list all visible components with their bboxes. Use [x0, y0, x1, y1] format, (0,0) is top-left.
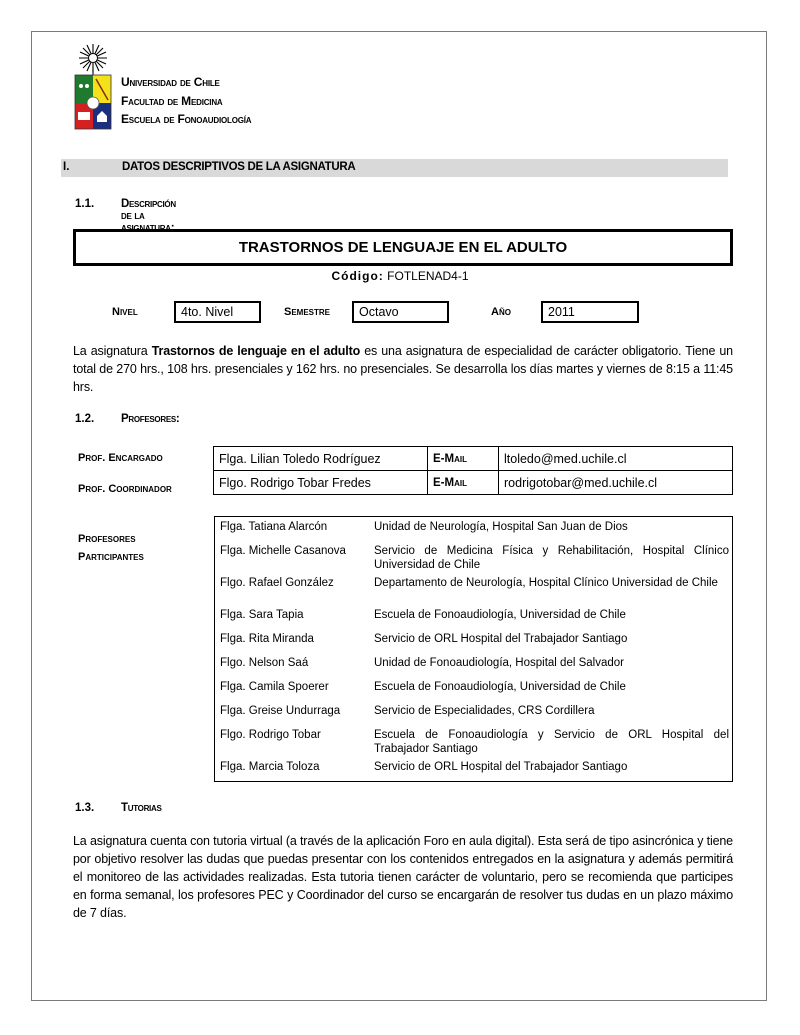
description-suffix: es una asignatura de especialidad de carácter obligatorio. Tiene un total de 270 hrs., 108 hrs. presenciales y 162 hrs. no presenciales. Se desarrolla los días martes y viernes de 8:15 a 11:45 hrs.: [73, 344, 733, 394]
semestre-label: Semestre: [284, 306, 331, 318]
participants-label: [78, 530, 144, 566]
course-title-box: [73, 229, 733, 266]
participant-affiliation: Departamento de Neurología, Hospital Clínico Universidad de Chile: [374, 577, 718, 589]
participant-name: Flga. Michelle Casanova: [220, 545, 346, 557]
prof-coordinador-label: Prof. Coordinador: [78, 483, 172, 495]
coordinador-name: Flgo. Rodrigo Tobar Fredes: [214, 471, 428, 495]
course-code-label: Código:: [331, 269, 384, 283]
encargado-email[interactable]: ltoledo@med.uchile.cl: [499, 447, 733, 471]
email-label: E-Mail: [428, 447, 499, 471]
participant-affiliation: Escuela de Fonoaudiología, Universidad de Chile: [374, 681, 626, 693]
university-name: Universidad de Chile: [121, 75, 220, 89]
participant-name: Flga. Marcia Toloza: [220, 761, 320, 773]
subsection-title: Descripción de la asignatura:: [121, 198, 176, 234]
anio-label: Año: [491, 306, 511, 318]
section-title: DATOS DESCRIPTIVOS DE LA ASIGNATURA: [122, 161, 356, 173]
course-description: [73, 342, 733, 396]
email-label: E-Mail: [428, 471, 499, 495]
semestre-field: Octavo: [352, 301, 449, 323]
course-code: FOTLENAD4-1: [387, 269, 469, 283]
encargado-name: Flga. Lilian Toledo Rodríguez: [214, 447, 428, 471]
participant-name: Flgo. Nelson Saá: [220, 657, 309, 669]
participants-box: [214, 516, 733, 782]
participant-name: Flga. Tatiana Alarcón: [220, 521, 328, 533]
participants-label-line2: Participantes: [78, 551, 144, 563]
nivel-label: Nivel: [112, 306, 138, 318]
table-row: [214, 447, 733, 471]
participant-affiliation: Servicio de Especialidades, CRS Cordillera: [374, 705, 595, 717]
institution-header: [121, 73, 251, 129]
description-course-name: Trastornos de lenguaje en el adulto: [151, 344, 361, 358]
participant-affiliation: Unidad de Fonoaudiología, Hospital del Salvador: [374, 657, 624, 669]
professors-table: [213, 446, 733, 495]
participants-label-line1: Profesores: [78, 533, 136, 545]
section-number: I.: [63, 161, 70, 173]
subsection-title: Profesores:: [121, 413, 180, 425]
participant-name: Flgo. Rodrigo Tobar: [220, 729, 321, 741]
school-name: Escuela de Fonoaudiología: [121, 112, 252, 126]
nivel-field: 4to. Nivel: [174, 301, 261, 323]
participant-name: Flga. Greise Undurraga: [220, 705, 341, 717]
section-heading-bar: [61, 159, 728, 177]
tutorias-paragraph: La asignatura cuenta con tutoria virtual (a través de la aplicación Foro en aula digital). Esta será de tipo asincrónica y tiene por objetivo resolver las dudas que puedas presentar con los contenidos entregados en la asignatura y además permitirá el monitoreo de las actividades realizadas. Esta tutoria tienen carácter de voluntario, pero se recomienda que participes en forma semanal, los profesores PEC y Coordinador del curso se encargarán de resolver tus dudas en un plazo máximo de 7 días.: [73, 834, 733, 920]
participant-affiliation: Servicio de Medicina Física y Rehabilitación, Hospital Clínico Universidad de Chile: [374, 545, 729, 571]
subsection-title: Tutorias: [121, 802, 162, 814]
participant-affiliation: Escuela de Fonoaudiología y Servicio de ORL Hospital del Trabajador Santiago: [374, 729, 729, 755]
course-code-line: [0, 269, 800, 283]
faculty-name: Facultad de Medicina: [121, 93, 223, 108]
prof-encargado-label: Prof. Encargado: [78, 452, 163, 464]
participant-name: Flga. Camila Spoerer: [220, 681, 329, 693]
university-crest-icon: [72, 42, 114, 132]
description-prefix: La asignatura: [73, 344, 152, 358]
participant-affiliation: Unidad de Neurología, Hospital San Juan de Dios: [374, 521, 628, 533]
subsection-number: 1.2.: [75, 413, 95, 425]
participant-affiliation: Escuela de Fonoaudiología, Universidad de Chile: [374, 609, 626, 621]
participant-name: Flga. Rita Miranda: [220, 633, 314, 645]
coordinador-email[interactable]: rodrigotobar@med.uchile.cl: [499, 471, 733, 495]
subsection-number: 1.3.: [75, 802, 95, 814]
participant-name: Flgo. Rafael González: [220, 577, 334, 589]
participant-name: Flga. Sara Tapia: [220, 609, 304, 621]
subsection-number: 1.1.: [75, 198, 95, 210]
course-title: TRASTORNOS DE LENGUAJE EN EL ADULTO: [238, 239, 568, 256]
participant-affiliation: Servicio de ORL Hospital del Trabajador Santiago: [374, 761, 628, 773]
anio-field: 2011: [541, 301, 639, 323]
table-row: [214, 471, 733, 495]
participant-affiliation: Servicio de ORL Hospital del Trabajador Santiago: [374, 633, 628, 645]
